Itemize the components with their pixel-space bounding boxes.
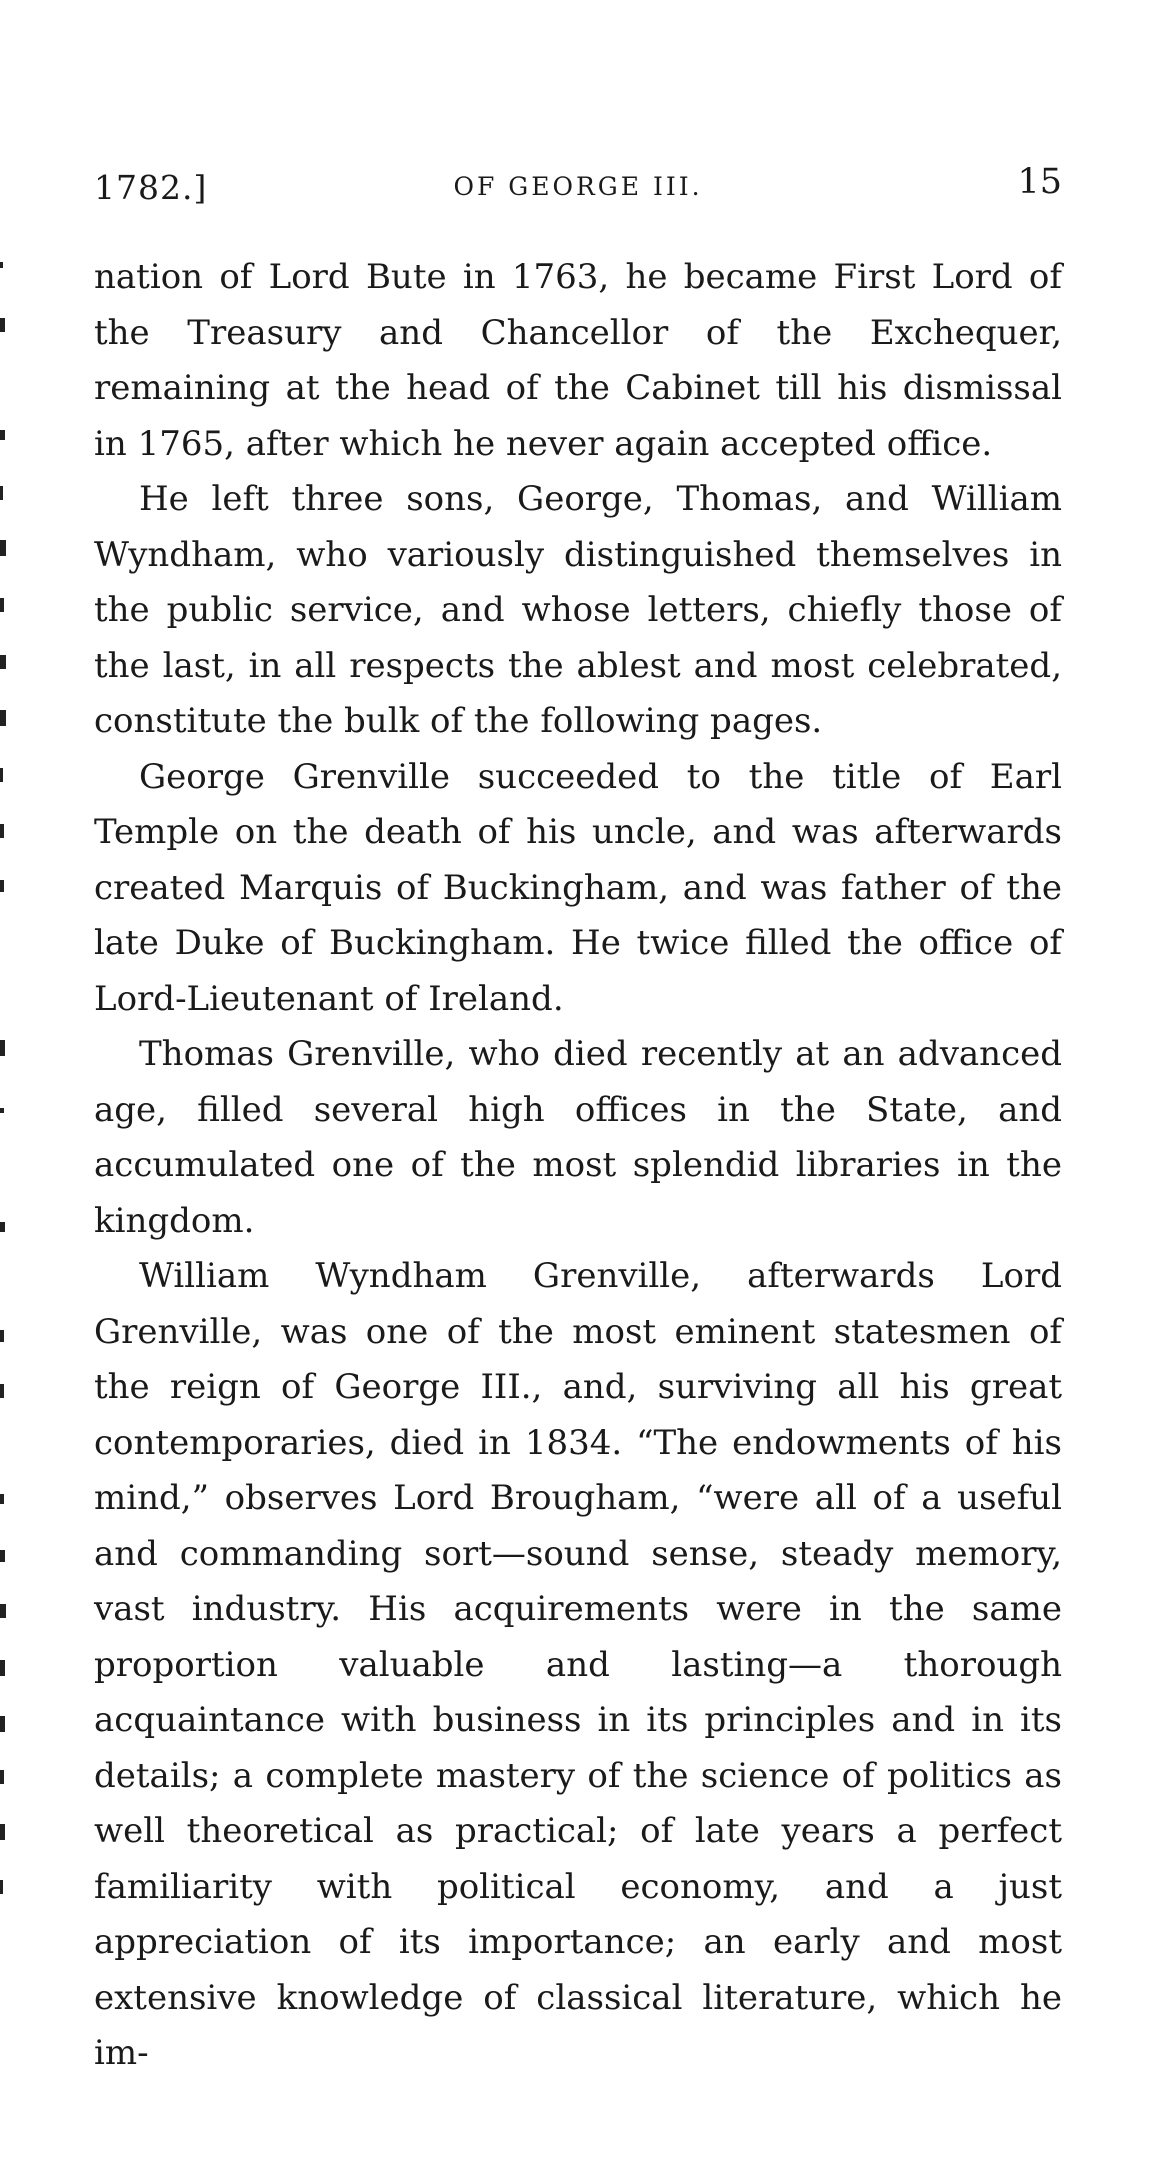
page-body — [94, 250, 1062, 2082]
margin-mark — [0, 1222, 5, 1232]
margin-mark — [0, 1716, 5, 1732]
margin-mark — [0, 1770, 4, 1784]
margin-mark — [0, 430, 5, 440]
margin-mark — [0, 1330, 4, 1342]
margin-mark — [0, 1108, 4, 1113]
paragraph-william-wyndham-grenville: William Wyndham Grenville, afterwards Lord Grenville, was one of the most eminent statesmen of the reign of George III., and, surviving all his great contemporaries, died in 1834. “The endowments of his mind,” observes Lord Brougham, “were all of a useful and commanding sort—sound sense, steady memory, vast industry. His acquirements were in the same proportion valuable and lasting—a thorough acquaintance with business in its principles and in its details; a complete mastery of the science of politics as well theoretical as practical; of late years a perfect familiarity with political economy, and a just appreciation of its importance; an early and most extensive knowledge of classical literature, which he im- — [94, 1256, 1062, 2073]
margin-mark — [0, 1040, 5, 1056]
page-number: 15 — [1017, 162, 1062, 202]
margin-mark — [0, 1384, 4, 1398]
paragraph-george-grenville: George Grenville succeeded to the title of Earl Temple on the death of his uncle, and was afterwards created Marquis of Buckingham, and was father of the late Duke of Buckingham. He twice filled the office of Lord-Lieutenant of Ireland. — [94, 756, 1062, 1019]
paragraph-continued: nation of Lord Bute in 1763, he became First Lord of the Treasury and Chancellor of the Exchequer, remaining at the head of the Cabinet till his dismissal in 1765, after which he never again accepted office. — [94, 257, 1062, 464]
margin-mark — [0, 1550, 5, 1562]
margin-mark — [0, 880, 4, 892]
margin-mark — [0, 598, 4, 612]
margin-mark — [0, 318, 5, 332]
paragraph-thomas-grenville: Thomas Grenville, who died recently at an advanced age, filled several high offices in the State, and accumulated one of the most splendid libraries in the kingdom. — [94, 1034, 1062, 1241]
header-title: OF GEORGE III. — [453, 172, 703, 201]
margin-mark — [0, 1494, 4, 1504]
margin-mark — [0, 1824, 5, 1840]
left-margin-bleed-marks — [0, 0, 20, 2162]
margin-mark — [0, 768, 3, 782]
running-header — [94, 160, 1062, 210]
margin-mark — [0, 486, 3, 500]
header-year: 1782.] — [94, 168, 208, 207]
margin-mark — [0, 1660, 5, 1676]
margin-mark — [0, 540, 6, 556]
margin-mark — [0, 262, 3, 268]
margin-mark — [0, 1604, 6, 1618]
paragraph-sons: He left three sons, George, Thomas, and William Wyndham, who variously distinguished themselves in the public service, and whose letters, chiefly those of the last, in all respects the ablest and most celebrated, constitute the bulk of the following pages. — [94, 479, 1062, 741]
margin-mark — [0, 655, 6, 669]
margin-mark — [0, 1880, 3, 1894]
margin-mark — [0, 710, 6, 726]
margin-mark — [0, 824, 4, 838]
